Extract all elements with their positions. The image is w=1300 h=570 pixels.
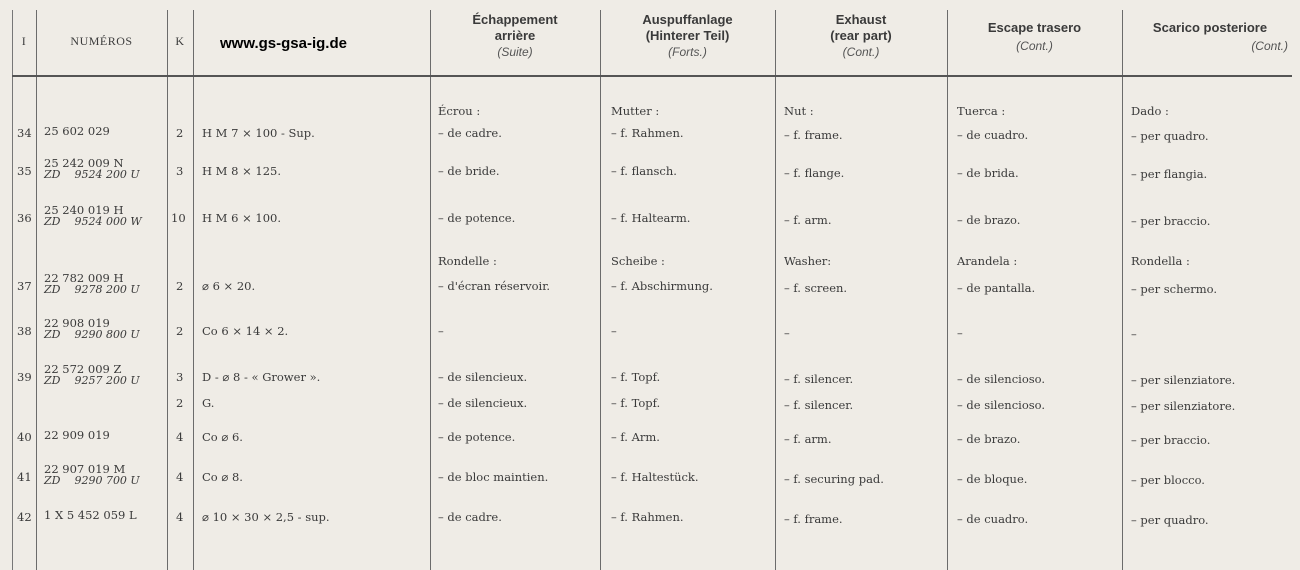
header-col-i: I [21,34,27,48]
part-description: H M 6 × 100. [202,211,281,225]
desc-es: – de silencioso. [957,372,1046,386]
desc-de: – f. Rahmen. [611,126,684,140]
website-watermark: www.gs-gsa-ig.de [220,35,347,52]
part-number [44,273,140,295]
desc-it: – per silenziatore. [1131,399,1236,413]
section-heading-es: Arandela : [957,254,1018,268]
header-german [600,0,775,87]
section-heading-de: Scheibe : [611,254,665,268]
desc-it: – per flangia. [1131,167,1208,181]
desc-de: – f. Haltestück. [611,470,699,484]
desc-it: – per braccio. [1131,433,1211,447]
desc-de: – f. flansch. [611,164,677,178]
desc-fr: – d'écran réservoir. [438,279,551,293]
header-italian [1122,0,1298,95]
header-title-line2: (rear part) [830,28,892,43]
part-number-main: 22 908 019 [44,316,110,330]
desc-fr: – de potence. [438,211,516,225]
part-number-zd: ZD 9290 800 U [44,328,140,341]
col-divider [430,10,431,570]
header-title-line1: Escape trasero [987,20,1082,35]
part-description: D - ⌀ 8 - « Grower ». [202,370,321,384]
desc-it: – per braccio. [1131,214,1211,228]
row-index: 36 [17,211,32,225]
desc-en: – f. silencer. [784,372,854,386]
desc-fr: – de silencieux. [438,370,528,384]
desc-en: – [784,326,790,340]
part-number [44,430,110,441]
row-index: 35 [17,164,32,178]
part-number-main: 25 240 019 H [44,203,124,217]
desc-es: – de pantalla. [957,281,1036,295]
row-index: 39 [17,370,32,384]
header-col-numeros: NUMÉROS [70,34,133,48]
section-heading-de: Mutter : [611,104,660,118]
part-description: Co ⌀ 6. [202,430,243,444]
desc-de: – f. Topf. [611,370,661,384]
section-heading-es: Tuerca : [957,104,1006,118]
desc-es: – de cuadro. [957,128,1029,142]
desc-en: – f. securing pad. [784,472,884,486]
desc-es: – de bloque. [957,472,1028,486]
quantity-k: 3 [176,370,184,384]
part-number [44,510,137,521]
desc-it: – per quadro. [1131,513,1209,527]
row-index: 34 [17,126,32,140]
header-title-line1: Exhaust [835,12,887,27]
desc-it: – [1131,327,1137,341]
col-divider [600,10,601,570]
part-description: H M 8 × 125. [202,164,281,178]
row-index: 40 [17,430,32,444]
part-number-main: 22 782 009 H [44,271,124,285]
col-divider [193,10,194,570]
section-heading-en: Washer: [784,254,832,268]
quantity-k: 2 [176,126,184,140]
part-description: ⌀ 10 × 30 × 2,5 - sup. [202,510,330,524]
quantity-k: 3 [176,164,184,178]
section-heading-fr: Rondelle : [438,254,497,268]
part-number-zd: ZD 9524 000 W [44,215,142,228]
header-subtitle: (Forts.) [668,45,707,59]
row-index: 42 [17,510,32,524]
desc-en: – f. arm. [784,213,832,227]
desc-es: – de brida. [957,166,1019,180]
header-title-line2: (Hinterer Teil) [645,28,730,43]
quantity-k: 4 [176,510,184,524]
quantity-k: 10 [171,211,186,225]
desc-de: – f. Rahmen. [611,510,684,524]
desc-es: – de brazo. [957,432,1021,446]
section-heading-it: Rondella : [1131,254,1190,268]
part-number-zd: ZD 9278 200 U [44,283,140,296]
row-index: 38 [17,324,32,338]
desc-en: – f. arm. [784,432,832,446]
desc-fr: – de cadre. [438,126,502,140]
desc-en: – f. frame. [784,512,843,526]
header-subtitle: (Cont.) [1251,39,1288,53]
desc-en: – f. flange. [784,166,845,180]
desc-es: – de brazo. [957,213,1021,227]
desc-de: – f. Abschirmung. [611,279,713,293]
desc-fr: – de potence. [438,430,516,444]
section-heading-en: Nut : [784,104,814,118]
part-number-zd: ZD 9524 200 U [44,168,140,181]
part-number [44,364,140,386]
header-spanish [947,0,1122,95]
desc-it: – per schermo. [1131,282,1218,296]
row-index: 37 [17,279,32,293]
quantity-k: 4 [176,430,184,444]
desc-en: – f. silencer. [784,398,854,412]
col-divider [775,10,776,570]
header-subtitle: (Suite) [497,45,533,59]
desc-en: – f. screen. [784,281,848,295]
header-title-line1: Échappement [472,12,558,27]
desc-de: – [611,324,617,338]
desc-fr: – de cadre. [438,510,502,524]
desc-fr: – de bride. [438,164,500,178]
header-col-k: K [175,34,185,48]
header-title-line1: Auspuffanlage [642,12,733,27]
part-description: ⌀ 6 × 20. [202,279,256,293]
header-subtitle: (Cont.) [1016,39,1053,53]
desc-de: – f. Topf. [611,396,661,410]
desc-de: – f. Haltearm. [611,211,691,225]
desc-de: – f. Arm. [611,430,660,444]
header-subtitle: (Cont.) [842,45,880,59]
part-number-zd: ZD 9290 700 U [44,474,140,487]
part-number [44,464,140,486]
desc-fr: – de bloc maintien. [438,470,549,484]
table-header [0,0,1300,75]
part-number-main: 22 572 009 Z [44,362,122,376]
desc-es: – de cuadro. [957,512,1029,526]
part-number-zd: ZD 9257 200 U [44,374,140,387]
part-number [44,318,140,340]
part-number-main: 25 242 009 N [44,156,124,170]
quantity-k: 2 [176,396,184,410]
desc-it: – per quadro. [1131,129,1209,143]
part-number-main: 22 907 019 M [44,462,126,476]
desc-fr: – [438,324,444,338]
quantity-k: 2 [176,279,184,293]
desc-es: – [957,326,963,340]
part-number [44,158,140,180]
part-description: G. [202,396,215,410]
desc-it: – per blocco. [1131,473,1205,487]
desc-es: – de silencioso. [957,398,1046,412]
desc-en: – f. frame. [784,128,843,142]
header-french [430,0,600,87]
section-heading-fr: Écrou : [438,104,481,118]
header-english [775,0,947,87]
part-description: Co 6 × 14 × 2. [202,324,289,338]
part-number [44,126,110,137]
desc-fr: – de silencieux. [438,396,528,410]
desc-it: – per silenziatore. [1131,373,1236,387]
part-description: Co ⌀ 8. [202,470,243,484]
row-index: 41 [17,470,32,484]
section-heading-it: Dado : [1131,104,1169,118]
part-number-main: 1 X 5 452 059 L [44,508,137,522]
part-number-main: 25 602 029 [44,124,110,138]
quantity-k: 4 [176,470,184,484]
part-description: H M 7 × 100 - Sup. [202,126,315,140]
part-number [44,205,142,227]
part-number-main: 22 909 019 [44,428,110,442]
header-title-line1: Scarico posteriore [1152,20,1268,35]
header-title-line2: arrière [494,28,536,43]
quantity-k: 2 [176,324,184,338]
